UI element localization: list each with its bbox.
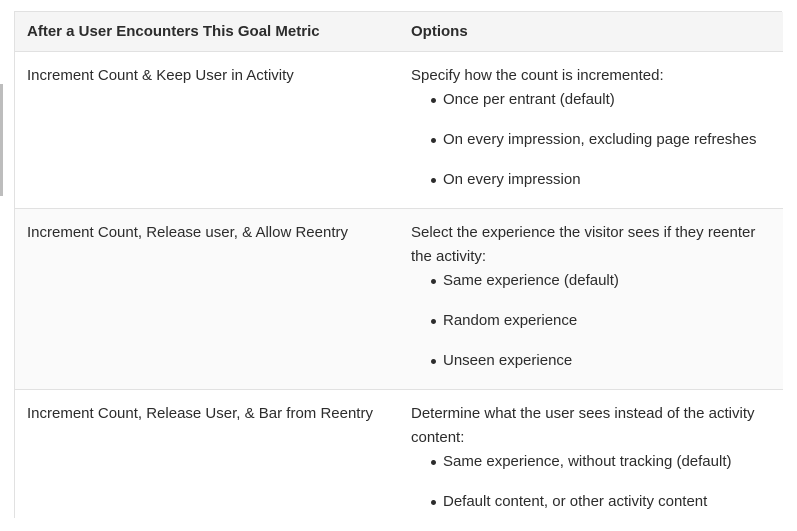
table-row xyxy=(15,390,783,531)
metric-cell: Increment Count & Keep User in Activity xyxy=(15,52,399,209)
options-intro: Specify how the count is incremented: xyxy=(411,67,664,84)
list-item: On every impression, excluding page refreshes xyxy=(431,128,771,152)
header-options: Options xyxy=(399,12,783,52)
table-row xyxy=(15,209,783,390)
list-item: Same experience (default) xyxy=(431,269,771,293)
list-item: Once per entrant (default) xyxy=(431,88,771,112)
list-item: Random experience xyxy=(431,309,771,333)
options-cell xyxy=(399,390,783,531)
options-list xyxy=(411,88,771,192)
list-item: Same experience, without tracking (default) xyxy=(431,450,771,474)
options-cell xyxy=(399,52,783,209)
metric-cell: Increment Count, Release user, & Allow Reentry xyxy=(15,209,399,390)
list-item: On every impression xyxy=(431,168,771,192)
table-row xyxy=(15,52,783,209)
left-edge xyxy=(0,0,3,531)
goal-metric-table-container xyxy=(14,11,782,518)
list-item: Unseen experience xyxy=(431,349,771,373)
table-header-row xyxy=(15,12,783,52)
goal-metric-options-table xyxy=(15,12,783,530)
options-list xyxy=(411,450,771,514)
options-cell xyxy=(399,209,783,390)
options-list xyxy=(411,269,771,373)
header-goal-metric: After a User Encounters This Goal Metric xyxy=(15,12,399,52)
list-item: Default content, or other activity content xyxy=(431,490,771,514)
metric-cell: Increment Count, Release User, & Bar from Reentry xyxy=(15,390,399,531)
options-intro: Determine what the user sees instead of the activity content: xyxy=(411,405,755,446)
options-intro: Select the experience the visitor sees if they reenter the activity: xyxy=(411,224,756,265)
left-scroll-indicator xyxy=(0,84,3,196)
